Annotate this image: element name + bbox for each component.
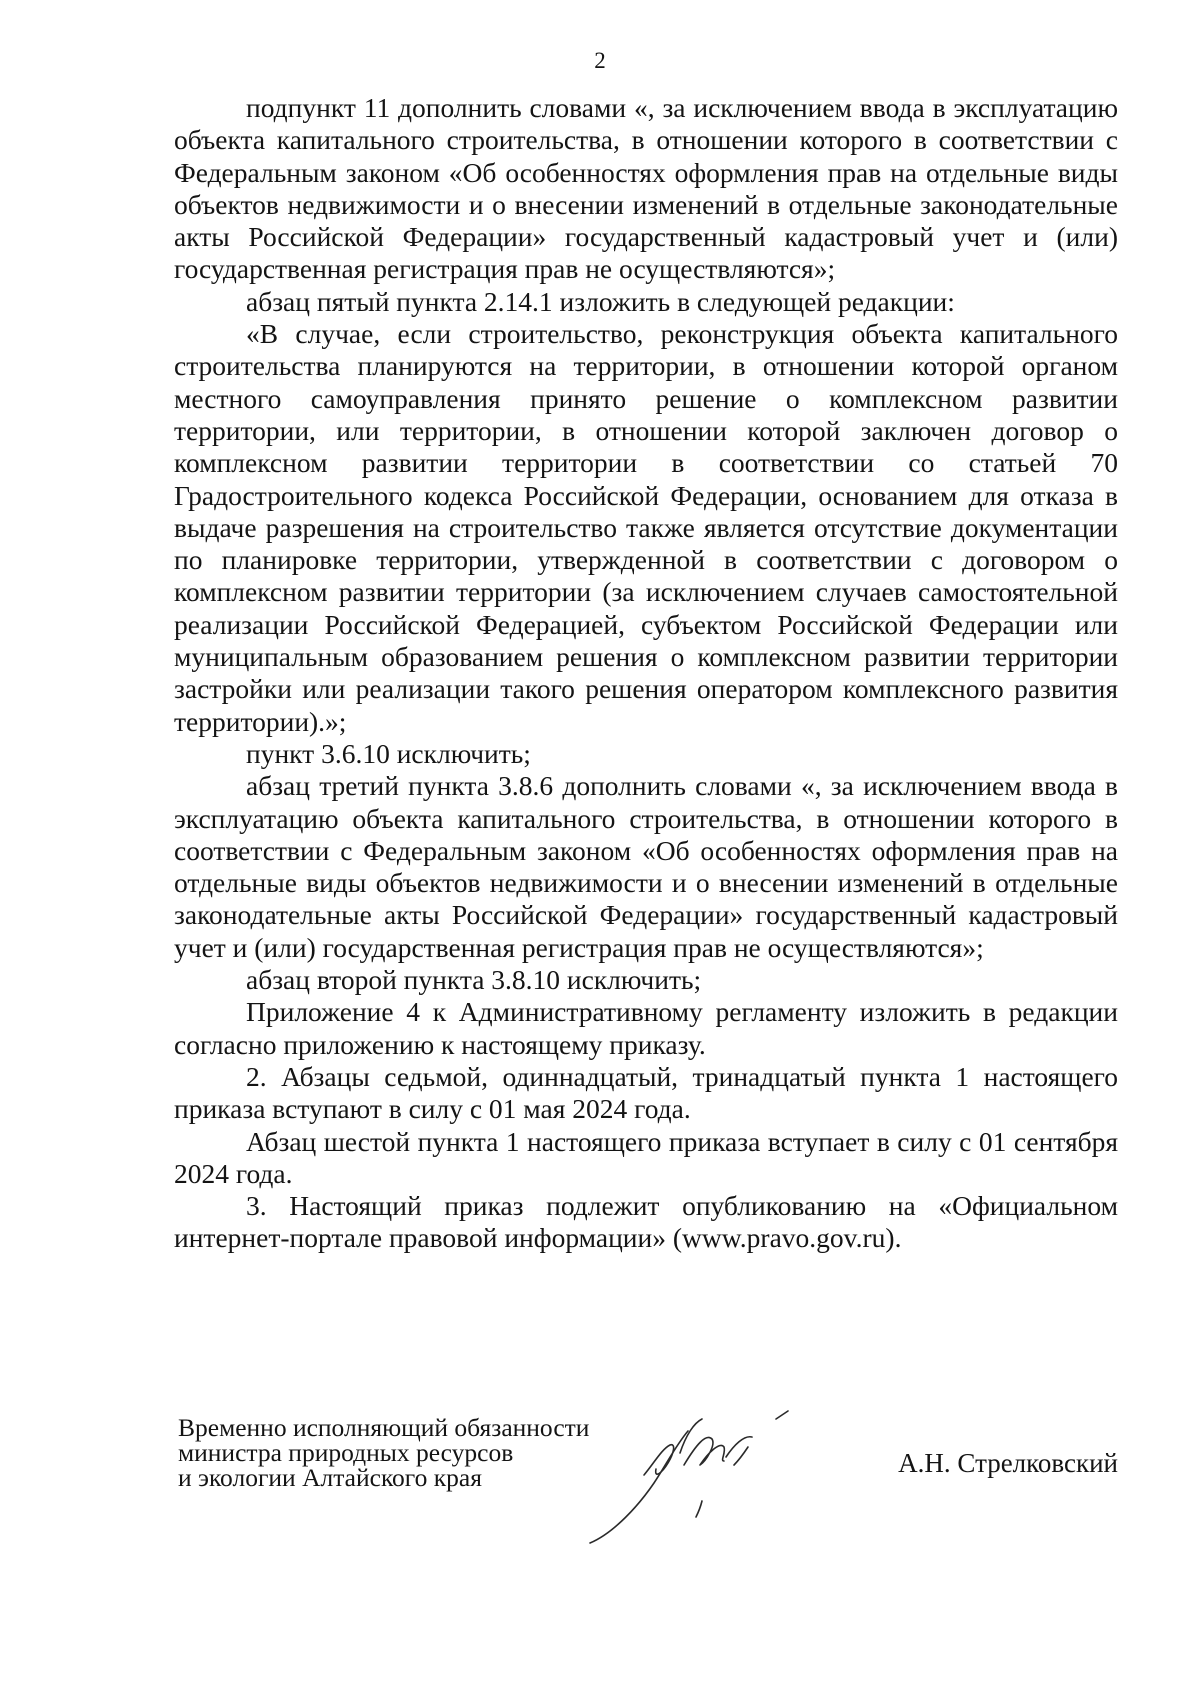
paragraph-2-14-1-quote: «В случае, если строительство, реконструкция объекта капитального строительства планируются на территории, в отношении которой органом местного самоуправления принято решение о комплексном развитии территории, или территории, в отношении которой заключен договор о комплексном развитии территории в соответствии со статьей 70 Градостроительного кодекса Российской Федерации, основанием для отказа в выдаче разрешения на строительство также является отсутствие документации по планировке территории, утвержденной в соответствии с договором о комплексном развитии территории (за исключением случаев самостоятельной реализации Российской Федерацией, субъектом Российской Федерации или муниципальным образованием решения о комплексном развитии территории застройки или реализации такого решения оператором комплексного развития территории).»;: [174, 318, 1118, 737]
signer-name: А.Н. Стрелковский: [898, 1448, 1118, 1478]
handwritten-signature: [584, 1405, 814, 1555]
paragraph-appendix-4: Приложение 4 к Административному регламенту изложить в редакции согласно приложению к настоящему приказу.: [174, 996, 1118, 1060]
paragraph-item-2-sixth: Абзац шестой пункта 1 настоящего приказа вступает в силу с 01 сентября 2024 года.: [174, 1125, 1118, 1189]
paragraph-2-14-1-intro: абзац пятый пункта 2.14.1 изложить в следующей редакции:: [246, 285, 955, 317]
paragraph-item-2: 2. Абзацы седьмой, одиннадцатый, тринадцатый пункта 1 настоящего приказа вступают в силу с 01 мая 2024 года.: [174, 1060, 1118, 1125]
signer-title-line: министра природных ресурсов: [178, 1438, 514, 1467]
document-body: [174, 92, 1118, 1255]
signer-title-line: и экологии Алтайского края: [178, 1463, 482, 1492]
paragraph-3-8-6: абзац третий пункта 3.8.6 дополнить словами «, за исключением ввода в эксплуатацию объекта капитального строительства, в отношении которого в соответствии с Федеральным законом «Об особенностях оформления прав на отдельные виды объектов недвижимости и о внесении изменений в отдельные законодательные акты Российской Федерации» государственный кадастровый учет и (или) государственная регистрация прав не осуществляются»;: [174, 770, 1118, 963]
paragraph-3-8-10: абзац второй пункта 3.8.10 исключить;: [246, 964, 702, 996]
paragraph-item-3: 3. Настоящий приказ подлежит опубликованию на «Официальном интернет-портале правовой информации» (www.pravo.gov.ru).: [174, 1190, 1118, 1254]
paragraph-subpoint-11: подпункт 11 дополнить словами «, за исключением ввода в эксплуатацию объекта капитального строительства, в отношении которого в соответствии с Федеральным законом «Об особенностях оформления прав на отдельные виды объектов недвижимости и о внесении изменений в отдельные законодательные акты Российской Федерации» государственный кадастровый учет и (или) государственная регистрация прав не осуществляются»;: [174, 92, 1118, 285]
signer-title: [178, 1415, 589, 1490]
page-number: 2: [594, 48, 606, 73]
signature-block: [178, 1415, 1118, 1595]
paragraph-3-6-10: пункт 3.6.10 исключить;: [246, 737, 531, 769]
signer-title-line: Временно исполняющий обязанности: [178, 1413, 590, 1442]
